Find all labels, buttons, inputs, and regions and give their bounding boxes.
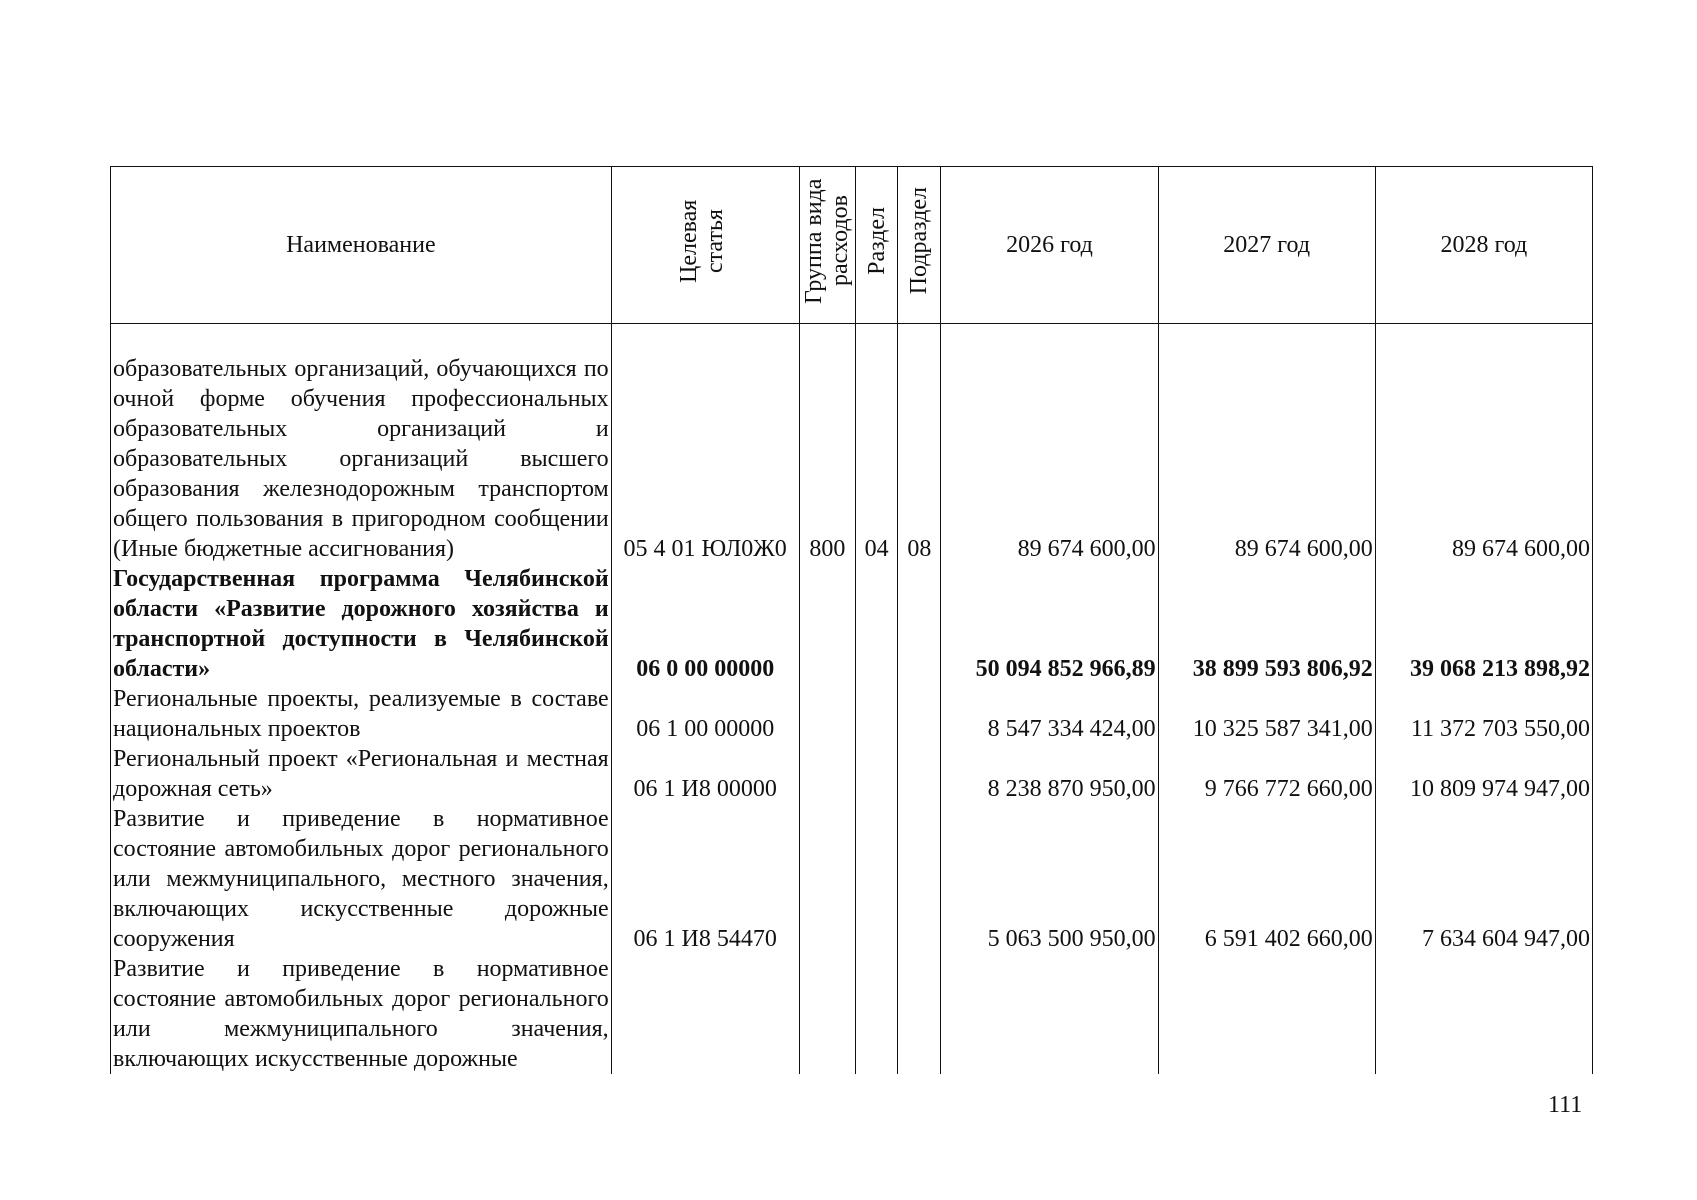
row-section (855, 744, 897, 804)
table-row (111, 744, 1593, 804)
row-amount-2028: 89 674 600,00 (1375, 324, 1592, 564)
row-name: Региональные проекты, реализуемые в составе национальных проектов (111, 684, 612, 744)
budget-table (110, 166, 1593, 1074)
row-amount-2028 (1375, 954, 1592, 1074)
row-target-article: 05 4 01 ЮЛ0Ж0 (611, 324, 799, 564)
row-amount-2028: 39 068 213 898,92 (1375, 564, 1592, 684)
row-amount-2027: 10 325 587 341,00 (1158, 684, 1375, 744)
table-row (111, 804, 1593, 954)
row-subsection: 08 (898, 324, 941, 564)
header-subsection: Подраздел (898, 167, 941, 324)
header-year-2027: 2027 год (1158, 167, 1375, 324)
row-subsection (898, 564, 941, 684)
header-name: Наименование (111, 167, 612, 324)
row-section: 04 (855, 324, 897, 564)
row-subsection (898, 684, 941, 744)
row-amount-2026: 5 063 500 950,00 (941, 804, 1158, 954)
row-subsection (898, 804, 941, 954)
row-name: Развитие и приведение в нормативное состояние автомобильных дорог регионального или межмуниципального значения, включающих искусственные дорожные (111, 954, 612, 1074)
header-expense-group: Группа вида расходов (799, 167, 855, 324)
row-subsection (898, 954, 941, 1074)
row-expense-group: 800 (799, 324, 855, 564)
header-year-2026: 2026 год (941, 167, 1158, 324)
row-name: образовательных организаций, обучающихся по очной форме обучения профессиональных образовательных организаций и образовательных организаций высшего образования железнодорожным транспортом общего пользования в пригородном сообщении (Иные бюджетные ассигнования) (111, 324, 612, 564)
row-expense-group (799, 954, 855, 1074)
page-number: 111 (1548, 1092, 1583, 1118)
header-year-2028: 2028 год (1375, 167, 1592, 324)
row-expense-group (799, 684, 855, 744)
row-amount-2027: 9 766 772 660,00 (1158, 744, 1375, 804)
row-name: Государственная программа Челябинской области «Развитие дорожного хозяйства и транспортной доступности в Челябинской области» (111, 564, 612, 684)
row-amount-2026: 89 674 600,00 (941, 324, 1158, 564)
header-section: Раздел (855, 167, 897, 324)
row-name: Региональный проект «Региональная и местная дорожная сеть» (111, 744, 612, 804)
header-target-article: Целевая статья (611, 167, 799, 324)
row-amount-2028: 7 634 604 947,00 (1375, 804, 1592, 954)
row-section (855, 684, 897, 744)
row-amount-2026 (941, 954, 1158, 1074)
row-amount-2027: 6 591 402 660,00 (1158, 804, 1375, 954)
table-header-row (111, 167, 1593, 324)
row-subsection (898, 744, 941, 804)
row-amount-2027: 89 674 600,00 (1158, 324, 1375, 564)
table-row (111, 324, 1593, 564)
table-row (111, 684, 1593, 744)
row-target-article: 06 1 И8 00000 (611, 744, 799, 804)
row-target-article (611, 954, 799, 1074)
row-amount-2027 (1158, 954, 1375, 1074)
row-amount-2026: 8 547 334 424,00 (941, 684, 1158, 744)
row-amount-2026: 8 238 870 950,00 (941, 744, 1158, 804)
row-target-article: 06 1 00 00000 (611, 684, 799, 744)
row-expense-group (799, 744, 855, 804)
row-expense-group (799, 564, 855, 684)
row-target-article: 06 1 И8 54470 (611, 804, 799, 954)
row-section (855, 804, 897, 954)
budget-table-container (110, 166, 1593, 1074)
row-amount-2027: 38 899 593 806,92 (1158, 564, 1375, 684)
row-expense-group (799, 804, 855, 954)
table-row-continued (111, 954, 1593, 1074)
row-name: Развитие и приведение в нормативное состояние автомобильных дорог регионального или межмуниципального, местного значения, включающих искусственные дорожные сооружения (111, 804, 612, 954)
row-amount-2028: 10 809 974 947,00 (1375, 744, 1592, 804)
row-amount-2028: 11 372 703 550,00 (1375, 684, 1592, 744)
table-row-program (111, 564, 1593, 684)
row-section (855, 564, 897, 684)
row-amount-2026: 50 094 852 966,89 (941, 564, 1158, 684)
row-target-article: 06 0 00 00000 (611, 564, 799, 684)
row-section (855, 954, 897, 1074)
